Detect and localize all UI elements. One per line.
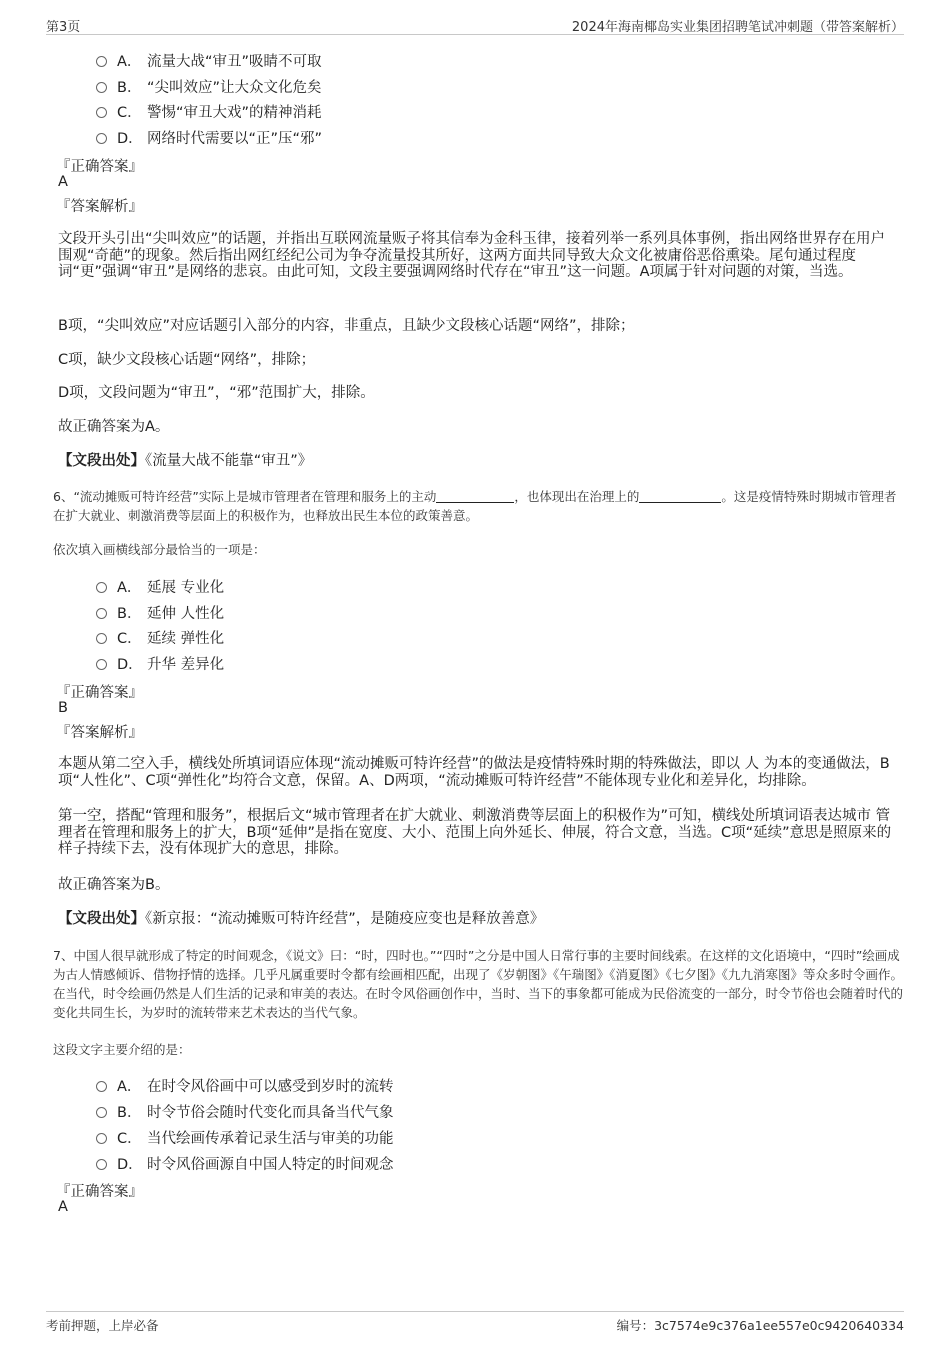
fill-blank [436,490,514,503]
question-prompt: 这段文字主要介绍的是： [53,1042,191,1057]
correct-answer-label: 『正确答案』 [56,159,143,175]
q7-option-c[interactable]: C． 当代绘画传承着记录生活与审美的功能 [96,1127,394,1148]
analysis-paragraph: B项，“尖叫效应”对应话题引入部分的内容，非重点，且缺少文段核心话题“网络”，排除； [58,318,635,334]
q5-option-b[interactable]: B． “尖叫效应”让大众文化危矣 [96,76,322,97]
question-stem: 6、“流动摊贩可特许经营”实际上是城市管理者在管理和服务上的主动 ，也体现出在治理上的 。这是疫情特殊时期城市管理者在扩大就业、刺激消费等层面上的积极作为，也释放出民生本位的政策善意。 [53,489,897,523]
document-title: 2024年海南椰岛实业集团招聘笔试冲刺题（带答案解析） [571,20,904,35]
q6-option-a[interactable]: A． 延展 专业化 [96,576,224,597]
q6-option-d[interactable]: D． 升华 差异化 [96,653,224,674]
analysis-paragraph: D项，文段问题为“审丑”，“邪”范围扩大，排除。 [58,385,375,401]
analysis-paragraph: C项，缺少文段核心话题“网络”，排除； [58,352,316,368]
analysis-paragraph: 文段开头引出“尖叫效应”的话题，并指出互联网流量贩子将其信奉为金科玉律，接着列举一系列具体事例，指出网络世界存在用户围观“奇葩”的现象。然后指出网红经纪公司为争夺流量投其所好，这两方面共同导致大众文化被庸俗恶俗熏染。尾句通过程度词“更”强调“审丑”是网络的悲哀。由此可知，文段主要强调网络时代存在“审丑”这一问题。A项属于针对问题的对策，当选。 [58,231,886,280]
correct-answer-value: B [58,700,68,716]
radio-icon[interactable] [96,1107,107,1118]
analysis-paragraph: 故正确答案为A。 [58,419,170,435]
analysis-paragraph: 第一空，搭配“管理和服务”，根据后文“城市管理者在扩大就业、刺激消费等层面上的积极作为”可知，横线处所填词语表达城市 管理者在管理和服务上的扩大，B项“延伸”是指在宽度、大小、范围上向外延长、伸展，符合文意，当选。C项“延续”意思是照原来的样子持续下去，没有体现扩大的意思，排除。 [58,808,892,857]
source-citation: 【文段出处】《新京报：“流动摊贩可特许经营”，是随疫应变也是释放善意》 [58,911,545,927]
q5-option-a[interactable]: A． 流量大战“审丑”吸睛不可取 [96,50,322,71]
fill-blank [639,490,721,503]
radio-icon[interactable] [96,1081,107,1092]
question-stem: 7、中国人很早就形成了特定的时间观念，《说文》曰：“时，四时也。”“四时”之分是中国人日常行事的主要时间线索。在这样的文化语境中，“四时”绘画成为古人情感倾诉、借物抒情的选择。几乎凡属重要时令都有绘画相匹配，出现了《岁朝图》《午瑞图》《消夏图》《七夕图》《九九消寒图》等众多时令画作。在当代，时令绘画仍然是人们生活的记录和审美的表达。在时令风俗画创作中，当时、当下的事象都可能成为民俗流变的一部分，时令节俗也会随着时代的变化共同生长，为岁时的流转带来艺术表达的当代气象。 [53,948,904,1020]
radio-icon[interactable] [96,659,107,670]
radio-icon[interactable] [96,56,107,67]
q7-option-d[interactable]: D． 时令风俗画源自中国人特定的时间观念 [96,1153,394,1174]
correct-answer-value: A [58,174,68,190]
radio-icon[interactable] [96,633,107,644]
radio-icon[interactable] [96,107,107,118]
radio-icon[interactable] [96,608,107,619]
q7-option-b[interactable]: B． 时令节俗会随时代变化而具备当代气象 [96,1101,394,1122]
radio-icon[interactable] [96,1159,107,1170]
analysis-label: 『答案解析』 [56,199,143,215]
q5-option-c[interactable]: C． 警惕“审丑大戏”的精神消耗 [96,101,322,122]
q6-option-c[interactable]: C． 延续 弹性化 [96,627,224,648]
correct-answer-label: 『正确答案』 [56,1184,143,1200]
page-number: 第3页 [46,20,81,35]
page-header [46,14,904,35]
source-citation: 【文段出处】《流量大战不能靠“审丑”》 [58,453,313,469]
q7-option-a[interactable]: A． 在时令风俗画中可以感受到岁时的流转 [96,1075,394,1096]
q5-option-d[interactable]: D． 网络时代需要以“正”压“邪” [96,127,322,148]
radio-icon[interactable] [96,582,107,593]
correct-answer-value: A [58,1199,68,1215]
radio-icon[interactable] [96,1133,107,1144]
radio-icon[interactable] [96,82,107,93]
analysis-paragraph: 本题从第二空入手，横线处所填词语应体现“流动摊贩可特许经营”的做法是疫情特殊时期的特殊做法，即以 人 为本的变通做法，B项“人性化”、C项“弹性化”均符合文意，保留。A、D两项，“流动摊贩可特许经营”不能体现专业化和差异化，均排除。 [58,756,890,789]
q6-option-b[interactable]: B． 延伸 人性化 [96,602,224,623]
page-footer [46,1311,904,1333]
correct-answer-label: 『正确答案』 [56,685,143,701]
analysis-label: 『答案解析』 [56,725,143,741]
radio-icon[interactable] [96,133,107,144]
analysis-paragraph: 故正确答案为B。 [58,877,170,893]
question-prompt: 依次填入画横线部分最恰当的一项是： [53,542,266,557]
document-id: 编号：3c7574e9c376a1ee557e0c9420640334 [616,1318,904,1333]
footer-slogan: 考前押题，上岸必备 [46,1318,159,1333]
